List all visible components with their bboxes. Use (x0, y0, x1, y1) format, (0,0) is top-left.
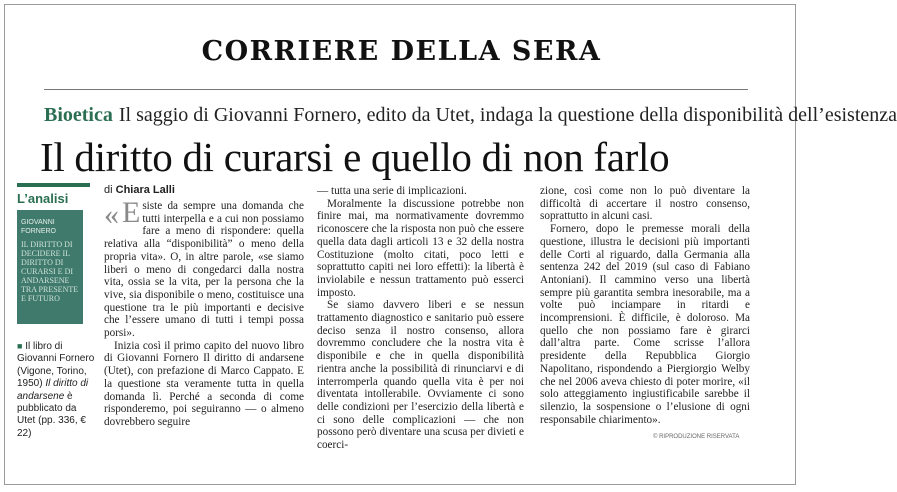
kicker-text: Il saggio di Giovanni Fornero, edito da Utet, indaga la questione della disponibilità dell’esistenza (118, 104, 897, 126)
byline-prefix: di (104, 184, 113, 196)
divider (44, 89, 748, 90)
masthead: CORRIERE DELLA SERA (201, 36, 602, 67)
book-caption (17, 340, 95, 440)
paragraph: zione, così come non lo può diventare la difficoltà di accertare il nostro consenso, soprattutto in alcuni casi. (540, 185, 750, 223)
byline-author: Chiara Lalli (115, 184, 175, 196)
caption-lead: Il libro di Giovanni Fornero (Vigone, Torino, 1950) (17, 341, 95, 390)
paragraph-text: siste da sempre una domanda che tutti interpella e a cui non possiamo fare a meno di rispondere: quella relativa alla “disponibilità” o meno della propria vita». O, in altre parole, «se siamo liberi o meno di congedarci dalla nostra vita, ossia se la vita, per la persona che la vive, sia disponibile o meno, costituisce una questione tra le più importanti e decisive che l’essere umano di tutti i tempi possa porsi». (104, 200, 304, 340)
paragraph: Inizia così il primo capito del nuovo libro di Giovanni Fornero Il diritto di andarsene (Utet), con prefazione di Marco Cappato. E la questione sta veramente tutta in quella domanda lì. Perché a seconda di come risponderemo, poi seguiranno — o almeno dovrebbero seguire (104, 339, 304, 428)
drop-cap: E (122, 196, 141, 229)
article-column-3 (540, 185, 750, 426)
paragraph: Moralmente la discussione potrebbe non finire mai, ma normativamente dovremmo riconoscere che la risposta non può che essere quella data dagli articoli 13 e 32 della nostra Costituzione (molto citati, poco letti e soprattutto capiti nei loro effetti): la libertà è inviolabile e nessun trattamento può esserci imposto. (317, 197, 524, 299)
paragraph: Fornero, dopo le premesse morali della questione, illustra le decisioni più importanti delle Corti al riguardo, dalla Germania alla sentenza 242 del 2019 (sul caso di Fabiano Antoniani). Il cammino verso una libertà sempre più garantita sembra inesorabile, ma a volte può inciampare in ritardi e incomprensioni. È difficile, è doloroso. Ma quello che non possiamo fare è girarci dall’altra parte. Come scrisse l’allora presidente della Repubblica Giorgio Napolitano, rispondendo a Piergiorgio Welby che nel 2006 aveva chiesto di poter morire, «il solo atteggiamento ingiustificabile sarebbe il silenzio, la sospensione o l’elusione di ogni responsabile chiarimento». (540, 223, 750, 426)
book-cover-title: IL DIRITTO DI DECIDERE IL DIRITTO DI CURARSI E DI ANDARSENE TRA PRESENTE E FUTURO (21, 240, 79, 303)
copyright-note: © RIPRODUZIONE RISERVATA (653, 434, 740, 440)
byline (104, 184, 175, 196)
book-cover-image (17, 210, 83, 324)
paragraph: Se siamo davvero liberi e se nessun trattamento diagnostico e sanitario può essere deciso senza il nostro consenso, allora dovremmo concludere che la nostra vita è disponibile e che in quella disponibilità rientra anche la possibilità di rinunciarvi e di interromperla quando quella vita è per noi diventata intollerabile. Ovviamente ci sono delle condizioni per l’esercizio della libertà e ci sono delle complicazioni — che non possono però diventare una scusa per divieti e coerci- (317, 299, 524, 452)
section-tag: Bioetica (44, 104, 113, 126)
article-column-1 (104, 196, 304, 429)
article-column-2 (317, 185, 524, 452)
caption-bullet-icon: ■ (17, 341, 23, 351)
caption-tail: è pubblicato da Utet (pp. 336, € 22) (17, 390, 86, 439)
section-label: L’analisi (17, 183, 90, 206)
caption-book-title: Il diritto di andarsene (17, 378, 89, 402)
headline: Il diritto di curarsi e quello di non farlo (40, 134, 670, 180)
paragraph: — tutta una serie di implicazioni. (317, 185, 467, 197)
quote-mark: « (104, 198, 119, 231)
sidebar (17, 183, 90, 324)
book-cover-author: GIOVANNI FORNERO (21, 219, 56, 235)
kicker (44, 104, 897, 127)
paragraph (104, 196, 304, 340)
